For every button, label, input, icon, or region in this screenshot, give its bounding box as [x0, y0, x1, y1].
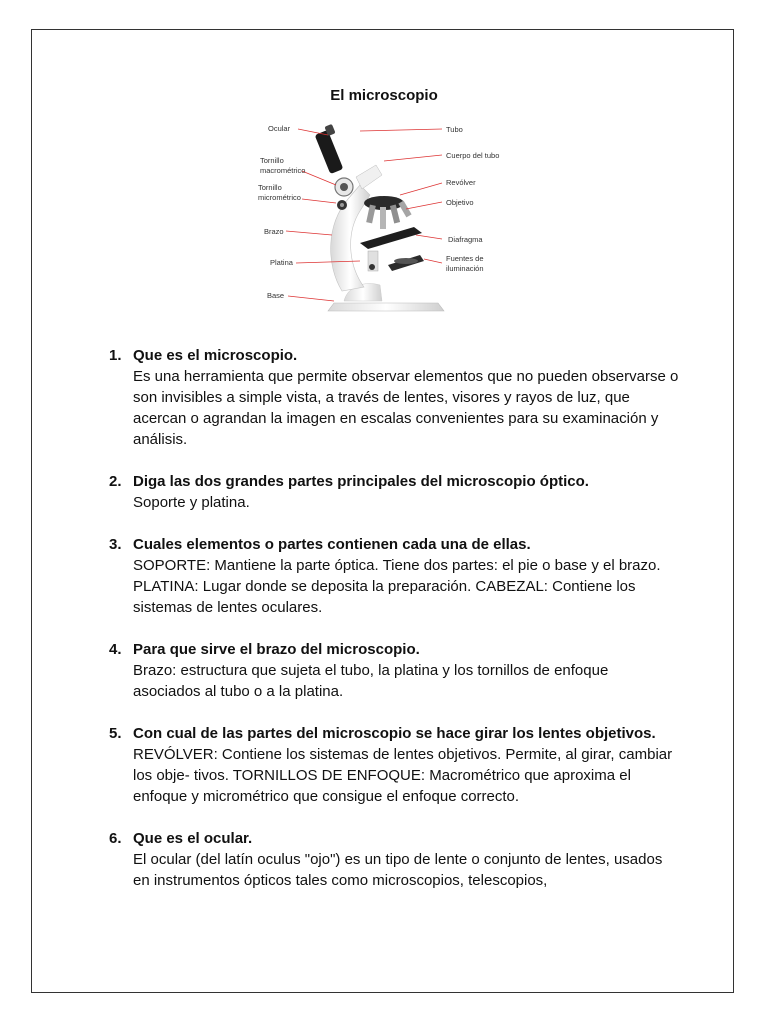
item-number: 5. [109, 725, 122, 742]
item-number: 3. [109, 536, 122, 553]
eyepiece-shape [315, 130, 344, 174]
label-objetivo: Objetivo [446, 198, 474, 207]
item-number: 6. [109, 830, 122, 847]
label-brazo: Brazo [264, 227, 284, 236]
question-list [109, 345, 679, 912]
label-fuentes-1: Fuentes de [446, 254, 484, 263]
list-item [109, 639, 679, 702]
list-item [109, 471, 679, 513]
item-answer: REVÓLVER: Contiene los sistemas de lentes objetivos. Permite, al girar, cambiar los obje- tivos. TORNILLOS DE ENFOQUE: Macrométrico que aproxima el enfoque y micrométrico que consigue el enfoque correcto. [133, 746, 673, 805]
list-item [109, 828, 679, 891]
label-revolver: Revólver [446, 178, 476, 187]
item-answer: Brazo: estructura que sujeta el tubo, la platina y los tornillos de enfoque asociados al tubo o a la platina. [133, 662, 609, 700]
label-tornillo-micro-1: Tornillo [258, 183, 282, 192]
item-answer: PLATINA: Lugar donde se deposita la preparación. CABEZAL: Contiene los sistemas de lentes oculares. [133, 578, 636, 616]
microscope-figure [256, 115, 512, 325]
label-tornillo-micro-2: micrométrico [258, 193, 301, 202]
item-answer: El ocular (del latín oculus "ojo") es un tipo de lente o conjunto de lentes, usados en instrumentos ópticos tales como microscopios, telescopios, [133, 851, 663, 889]
list-item [109, 723, 679, 807]
item-question: Diga las dos grandes partes principales del microscopio óptico. [133, 473, 589, 490]
page-title: El microscopio [330, 87, 438, 104]
label-diafragma: Diafragma [448, 235, 483, 244]
microscope-diagram [256, 115, 512, 325]
label-platina: Platina [270, 258, 293, 267]
item-number: 1. [109, 347, 122, 364]
label-fuentes-2: iluminación [446, 264, 484, 273]
item-answer: SOPORTE: Mantiene la parte óptica. Tiene dos partes: el pie o base y el brazo. [133, 557, 661, 574]
item-number: 4. [109, 641, 122, 658]
item-number: 2. [109, 473, 122, 490]
microscope-arm-shape [331, 185, 370, 291]
label-base: Base [267, 291, 285, 300]
label-tornillo-macro-1: Tornillo [260, 156, 284, 165]
item-question: Con cual de las partes del microscopio se hace girar los lentes objetivos. [133, 725, 656, 742]
item-question: Que es el microscopio. [133, 347, 298, 364]
label-tubo: Tubo [446, 125, 463, 134]
item-question: Cuales elementos o partes contienen cada una de ellas. [133, 536, 531, 553]
item-answer: Es una herramienta que permite observar elementos que no pueden observarse o son invisibles a simple vista, a través de lentes, visores y rayos de luz, que acercan o agrandan la imagen en escalas convenientes para su examinación y análisis. [133, 368, 679, 448]
list-item [109, 534, 679, 618]
microscope-base-shape [328, 303, 444, 311]
list-item [109, 345, 679, 450]
label-tornillo-macro-2: macrométrico [260, 166, 306, 175]
stage-shape [360, 227, 422, 249]
label-ocular: Ocular [268, 124, 291, 133]
item-answer: Soporte y platina. [133, 494, 250, 511]
label-cuerpo-tubo: Cuerpo del tubo [446, 151, 500, 160]
item-question: Para que sirve el brazo del microscopio. [133, 641, 420, 658]
item-question: Que es el ocular. [133, 830, 253, 847]
